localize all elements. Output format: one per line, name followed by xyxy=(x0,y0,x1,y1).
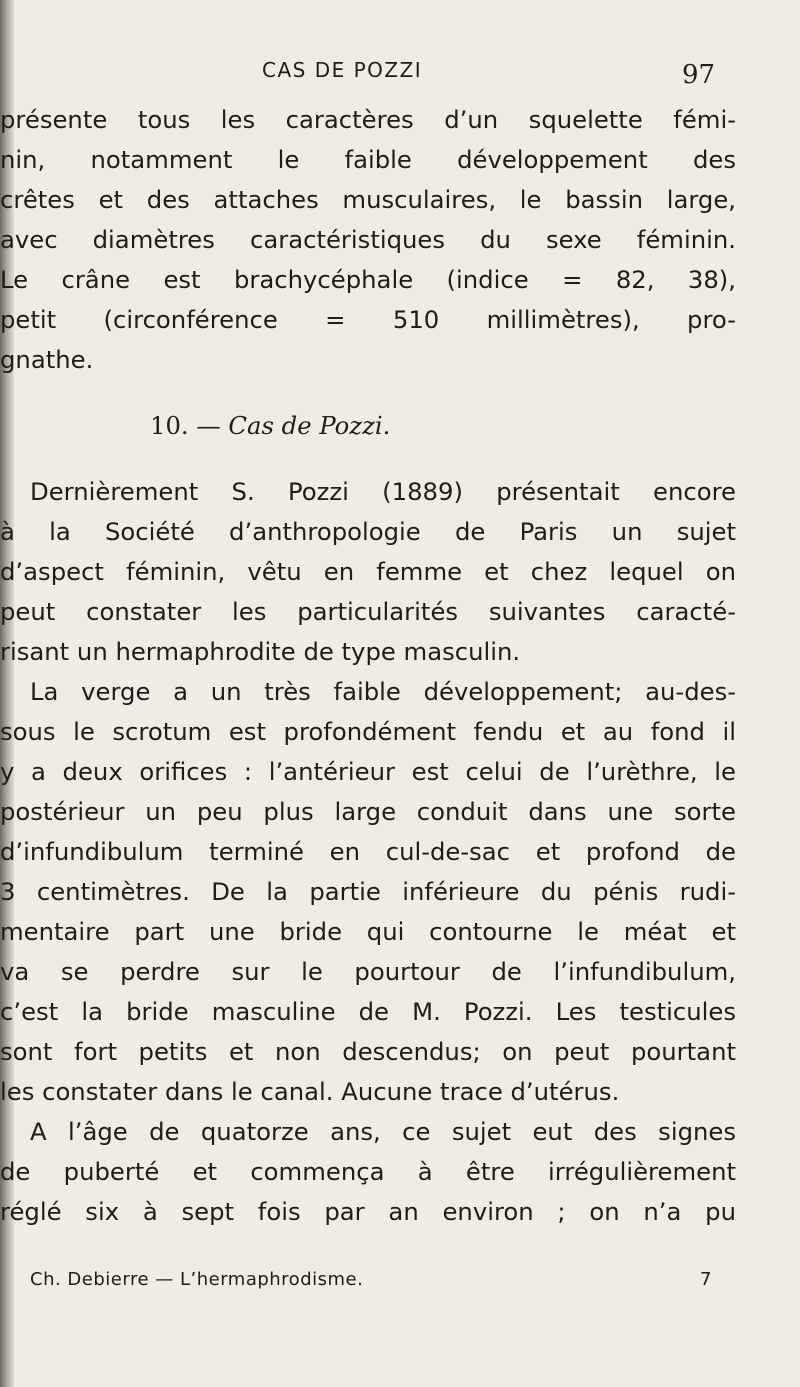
text-line: gnathe. xyxy=(0,345,94,374)
page-header xyxy=(0,28,800,88)
text-line: postérieur un peu plus large conduit dans une sorte xyxy=(0,797,736,826)
text-line: d’infundibulum terminé en cul-de-sac et profond de xyxy=(0,837,736,866)
text-line: d’aspect féminin, vêtu en femme et chez lequel on xyxy=(0,557,736,586)
text-line: y a deux orifices : l’antérieur est celui de l’urèthre, le xyxy=(0,757,736,786)
text-line: à la Société d’anthropologie de Paris un sujet xyxy=(0,517,736,546)
text-line: La verge a un très faible développement; au-des- xyxy=(30,677,736,706)
text-line: c’est la bride masculine de M. Pozzi. Les testicules xyxy=(0,997,736,1026)
text-line: A l’âge de quatorze ans, ce sujet eut des signes xyxy=(30,1117,736,1146)
text-line: Dernièrement S. Pozzi (1889) présentait encore xyxy=(30,477,736,506)
text-line: nin, notamment le faible développement des xyxy=(0,145,736,174)
running-title: CAS DE POZZI xyxy=(262,58,423,82)
signature-mark: 7 xyxy=(700,1269,712,1290)
text-line: 3 centimètres. De la partie inférieure du pénis rudi- xyxy=(0,877,736,906)
text-line: peut constater les particularités suivantes caracté- xyxy=(0,597,736,626)
text-line: risant un hermaphrodite de type masculin. xyxy=(0,637,521,666)
page-footer xyxy=(30,1266,730,1294)
text-line: va se perdre sur le pourtour de l’infundibulum, xyxy=(0,957,736,986)
text-line: de puberté et commença à être irrégulièrement xyxy=(0,1157,736,1186)
text-line: présente tous les caractères d’un squelette fémi- xyxy=(0,105,736,134)
section-heading xyxy=(150,406,550,446)
section-title: Cas de Pozzi. xyxy=(228,411,391,440)
text-line: sous le scrotum est profondément fendu et au fond il xyxy=(0,717,736,746)
text-line: sont fort petits et non descendus; on peut pourtant xyxy=(0,1037,736,1066)
page-number: 97 xyxy=(682,60,716,90)
text-line: Le crâne est brachycéphale (indice = 82, 38), xyxy=(0,265,736,294)
footer-author-title: Ch. Debierre — L’hermaphrodisme. xyxy=(30,1269,364,1290)
section-number: 10. — xyxy=(150,411,229,440)
text-line: réglé six à sept fois par an environ ; on n’a pu xyxy=(0,1197,736,1226)
text-line: petit (circonférence = 510 millimètres), pro- xyxy=(0,305,736,334)
text-line: mentaire part une bride qui contourne le méat et xyxy=(0,917,736,946)
text-line: les constater dans le canal. Aucune trace d’utérus. xyxy=(0,1077,620,1106)
text-line: avec diamètres caractéristiques du sexe féminin. xyxy=(0,225,736,254)
text-line: crêtes et des attaches musculaires, le bassin large, xyxy=(0,185,736,214)
